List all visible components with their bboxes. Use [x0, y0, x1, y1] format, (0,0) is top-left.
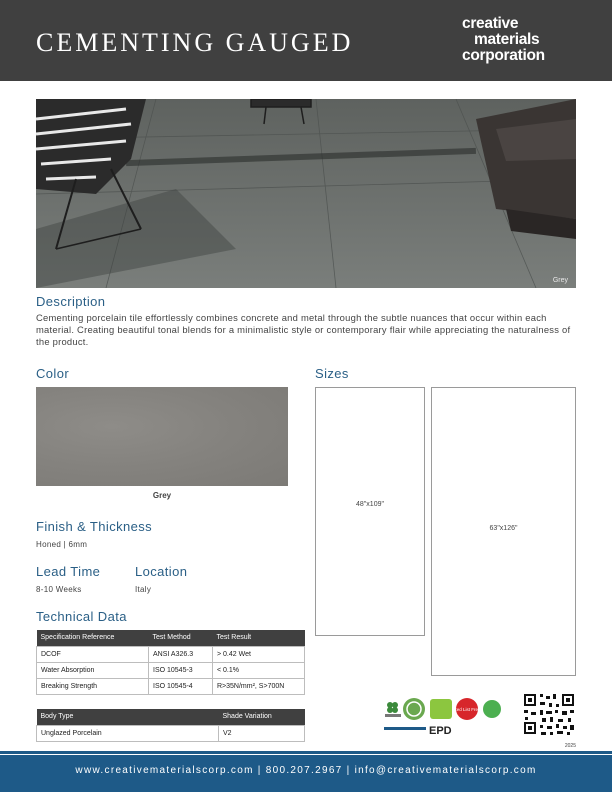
table-cell: R>35N/mm², S>700N	[213, 678, 305, 694]
table-header-cell: Specification Reference	[37, 630, 149, 646]
description-text: Cementing porcelain tile effortlessly combines concrete and metal through the subtle nuances that occur within each material. Creating beautiful tonal blends for a minimalistic style or contemporary flair while appreciating the naturalness of the product.	[36, 312, 571, 347]
table-header-row	[37, 709, 305, 725]
table-cell: < 0.1%	[213, 662, 305, 678]
qr-code[interactable]	[522, 692, 576, 747]
table-row	[37, 725, 305, 741]
declare-label-icon	[430, 699, 452, 719]
hero-caption: Grey	[552, 277, 568, 284]
table-header-cell: Test Method	[149, 630, 213, 646]
lead-time-heading: Lead Time	[36, 564, 101, 579]
footer-divider	[0, 751, 612, 754]
technical-data-table	[36, 630, 305, 695]
size-diagram-63x126	[431, 387, 576, 676]
size-label: 48"x109"	[356, 501, 384, 508]
table-header-cell: Test Result	[213, 630, 305, 646]
page-header	[0, 0, 612, 81]
epd-label: EPD	[429, 725, 452, 737]
certification-badges	[384, 697, 509, 746]
location-value: Italy	[135, 585, 152, 594]
size-diagram-48x109	[315, 387, 425, 636]
sizes-heading: Sizes	[315, 366, 349, 381]
finish-value: Honed | 6mm	[36, 540, 88, 549]
badges-illustration	[384, 697, 509, 741]
clover-icon	[385, 702, 401, 717]
hero-scene-illustration	[36, 99, 576, 288]
table-cell: ISO 10545-4	[149, 678, 213, 694]
technical-data-heading: Technical Data	[36, 609, 127, 624]
table-cell: V2	[219, 725, 305, 741]
recycle-icon	[483, 700, 501, 718]
table-header-row	[37, 630, 305, 646]
table-header-cell: Body Type	[37, 709, 219, 725]
finish-heading: Finish & Thickness	[36, 519, 153, 534]
hero-photo	[36, 99, 576, 288]
table-cell: Breaking Strength	[37, 678, 149, 694]
color-heading: Color	[36, 366, 70, 381]
body-type-table	[36, 709, 305, 742]
table-cell: ANSI A326.3	[149, 646, 213, 662]
table-cell: ISO 10545-3	[149, 662, 213, 678]
lead-time-value: 8-10 Weeks	[36, 585, 82, 594]
table-row	[37, 662, 305, 678]
table-cell: DCOF	[37, 646, 149, 662]
table-cell: Unglazed Porcelain	[37, 725, 219, 741]
table-cell: Water Absorption	[37, 662, 149, 678]
color-swatch-grey	[36, 387, 288, 486]
qr-year: 2025	[564, 743, 576, 749]
red-list-free-text: Red List Free	[453, 707, 481, 712]
epd-bar-icon	[384, 727, 426, 730]
page-title: CEMENTING GAUGED	[36, 28, 354, 57]
company-logo	[462, 16, 545, 64]
logo-line-1: creative	[462, 15, 519, 32]
location-heading: Location	[135, 564, 188, 579]
logo-line-3: corporation	[462, 47, 545, 64]
description-heading: Description	[36, 294, 106, 309]
size-label: 63"x126"	[489, 525, 518, 532]
table-cell: > 0.42 Wet	[213, 646, 305, 662]
table-row	[37, 678, 305, 694]
qr-code-illustration	[522, 692, 576, 742]
table-row	[37, 646, 305, 662]
table-header-cell: Shade Variation	[219, 709, 305, 725]
logo-line-2: materials	[474, 31, 540, 48]
footer-contact-text[interactable]: www.creativematerialscorp.com | 800.207.2967 | info@creativematerialscorp.com	[75, 765, 537, 776]
color-swatch-label: Grey	[152, 491, 172, 500]
